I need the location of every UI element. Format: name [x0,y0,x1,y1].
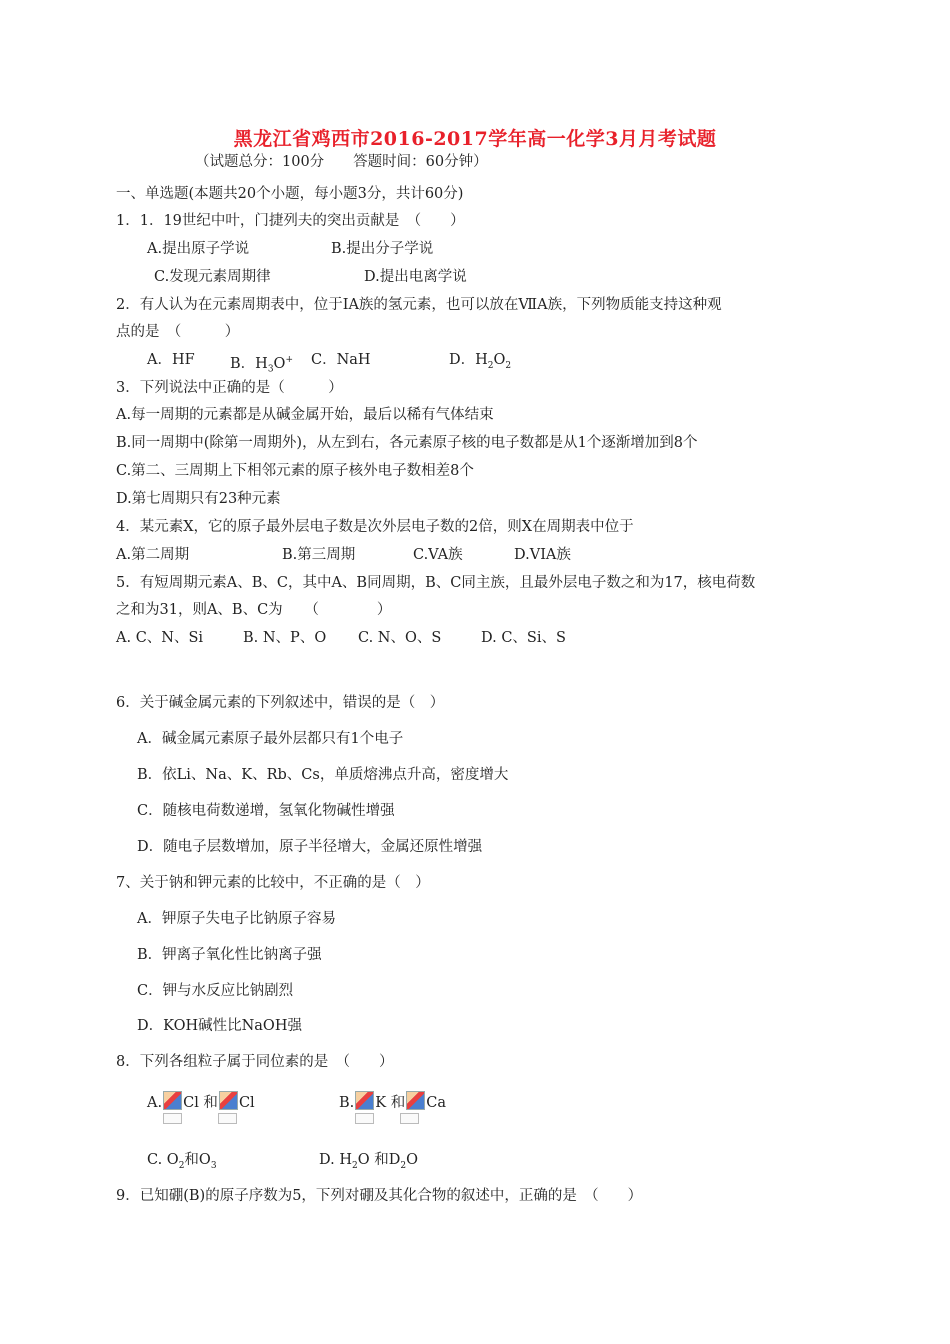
q2-option-d: D．$H_2O_2$ [449,352,512,371]
q8-stem: 8．下列各组粒子属于同位素的是 （ ） [116,1054,394,1070]
q2-option-a: A．HF [147,352,195,368]
q1-option-c: C.发现元素周期律 [154,269,271,285]
image-placeholder-box [218,1113,237,1124]
q8-option-b: B. K 和 Ca [339,1091,446,1113]
q4-option-a: A.第二周期 [116,547,190,563]
q7-option-a: A．钾原子失电子比钠原子容易 [137,911,336,927]
q9-stem: 9．已知硼(B)的原子序数为5，下列对硼及其化合物的叙述中，正确的是 （ ） [116,1188,643,1204]
q3-option-c: C.第二、三周期上下相邻元素的原子核外电子数相差8个 [116,463,474,479]
q1-option-b: B.提出分子学说 [331,241,434,257]
q8-option-c: C. $O_2$和$O_3$ [147,1152,217,1171]
q4-stem: 4．某元素X，它的原子最外层电子数是次外层电子数的2倍，则X在周期表中位于 [116,519,634,535]
q3-stem: 3．下列说法中正确的是（ ） [116,380,343,396]
image-placeholder-box [163,1113,182,1124]
q2-stem-line2: 点的是 （ ） [116,324,240,340]
q5-option-c: C. N、O、S [358,630,442,646]
q8-option-a: A. Cl 和 Cl [147,1091,255,1113]
q6-option-c: C．随核电荷数递增，氢氧化物碱性增强 [137,803,395,819]
q6-option-d: D．随电子层数增加，原子半径增大，金属还原性增强 [137,839,483,855]
q4-option-c: C.VA族 [413,547,463,563]
q3-option-b: B.同一周期中(除第一周期外)，从左到右，各元素原子核的电子数都是从1个逐渐增加到8个 [116,435,698,451]
q6-stem: 6．关于碱金属元素的下列叙述中，错误的是（ ） [116,695,445,711]
isotope-image-icon [163,1091,182,1110]
q4-option-b: B.第三周期 [282,547,356,563]
q5-stem-line1: 5．有短周期元素A、B、C，其中A、B同周期，B、C同主族，且最外层电子数之和为17，核电荷数 [116,575,756,591]
q7-option-b: B．钾离子氧化性比钠离子强 [137,947,322,963]
q5-option-a: A. C、N、Si [116,630,204,646]
q7-stem: 7、关于钠和钾元素的比较中，不正确的是（ ） [116,875,430,891]
isotope-image-icon [219,1091,238,1110]
page-title: 黑龙江省鸡西市2016-2017学年高一化学3月月考试题 [233,128,717,150]
isotope-image-icon [355,1091,374,1110]
q6-option-a: A．碱金属元素原子最外层都只有1个电子 [137,731,404,747]
q3-option-a: A.每一周期的元素都是从碱金属开始，最后以稀有气体结束 [116,407,494,423]
q5-option-d: D. C、Si、S [481,630,566,646]
q1-option-d: D.提出电离学说 [364,269,467,285]
q5-option-b: B. N、P、O [243,630,327,646]
q7-option-d: D．KOH碱性比NaOH强 [137,1018,302,1034]
q2-option-b: B．$H_3O^+$ [230,355,293,375]
q2-stem-line1: 2．有人认为在元素周期表中，位于ⅠA族的氢元素，也可以放在ⅦA族，下列物质能支持这种观 [116,297,722,313]
image-placeholder-box [355,1113,374,1124]
q6-option-b: B．依Li、Na、K、Rb、Cs，单质熔沸点升高，密度增大 [137,767,509,783]
q2-option-c: C．NaH [311,352,371,368]
image-placeholder-box [400,1113,419,1124]
q1-stem: 1．1．19世纪中叶，门捷列夫的突出贡献是 （ ） [116,213,465,229]
section-heading: 一、单选题(本题共20个小题，每小题3分，共计60分) [116,186,464,202]
q4-option-d: D.VIA族 [514,547,571,563]
exam-info: （试题总分：100分 答题时间：60分钟） [195,154,488,170]
q5-stem-line2: 之和为31，则A、B、C为 （ ） [116,602,392,618]
q3-option-d: D.第七周期只有23种元素 [116,491,281,507]
q1-option-a: A.提出原子学说 [147,241,250,257]
isotope-image-icon [406,1091,425,1110]
q7-option-c: C．钾与水反应比钠剧烈 [137,983,294,999]
q8-option-d: D. $H_2O$ 和$D_2O$ [319,1152,418,1171]
